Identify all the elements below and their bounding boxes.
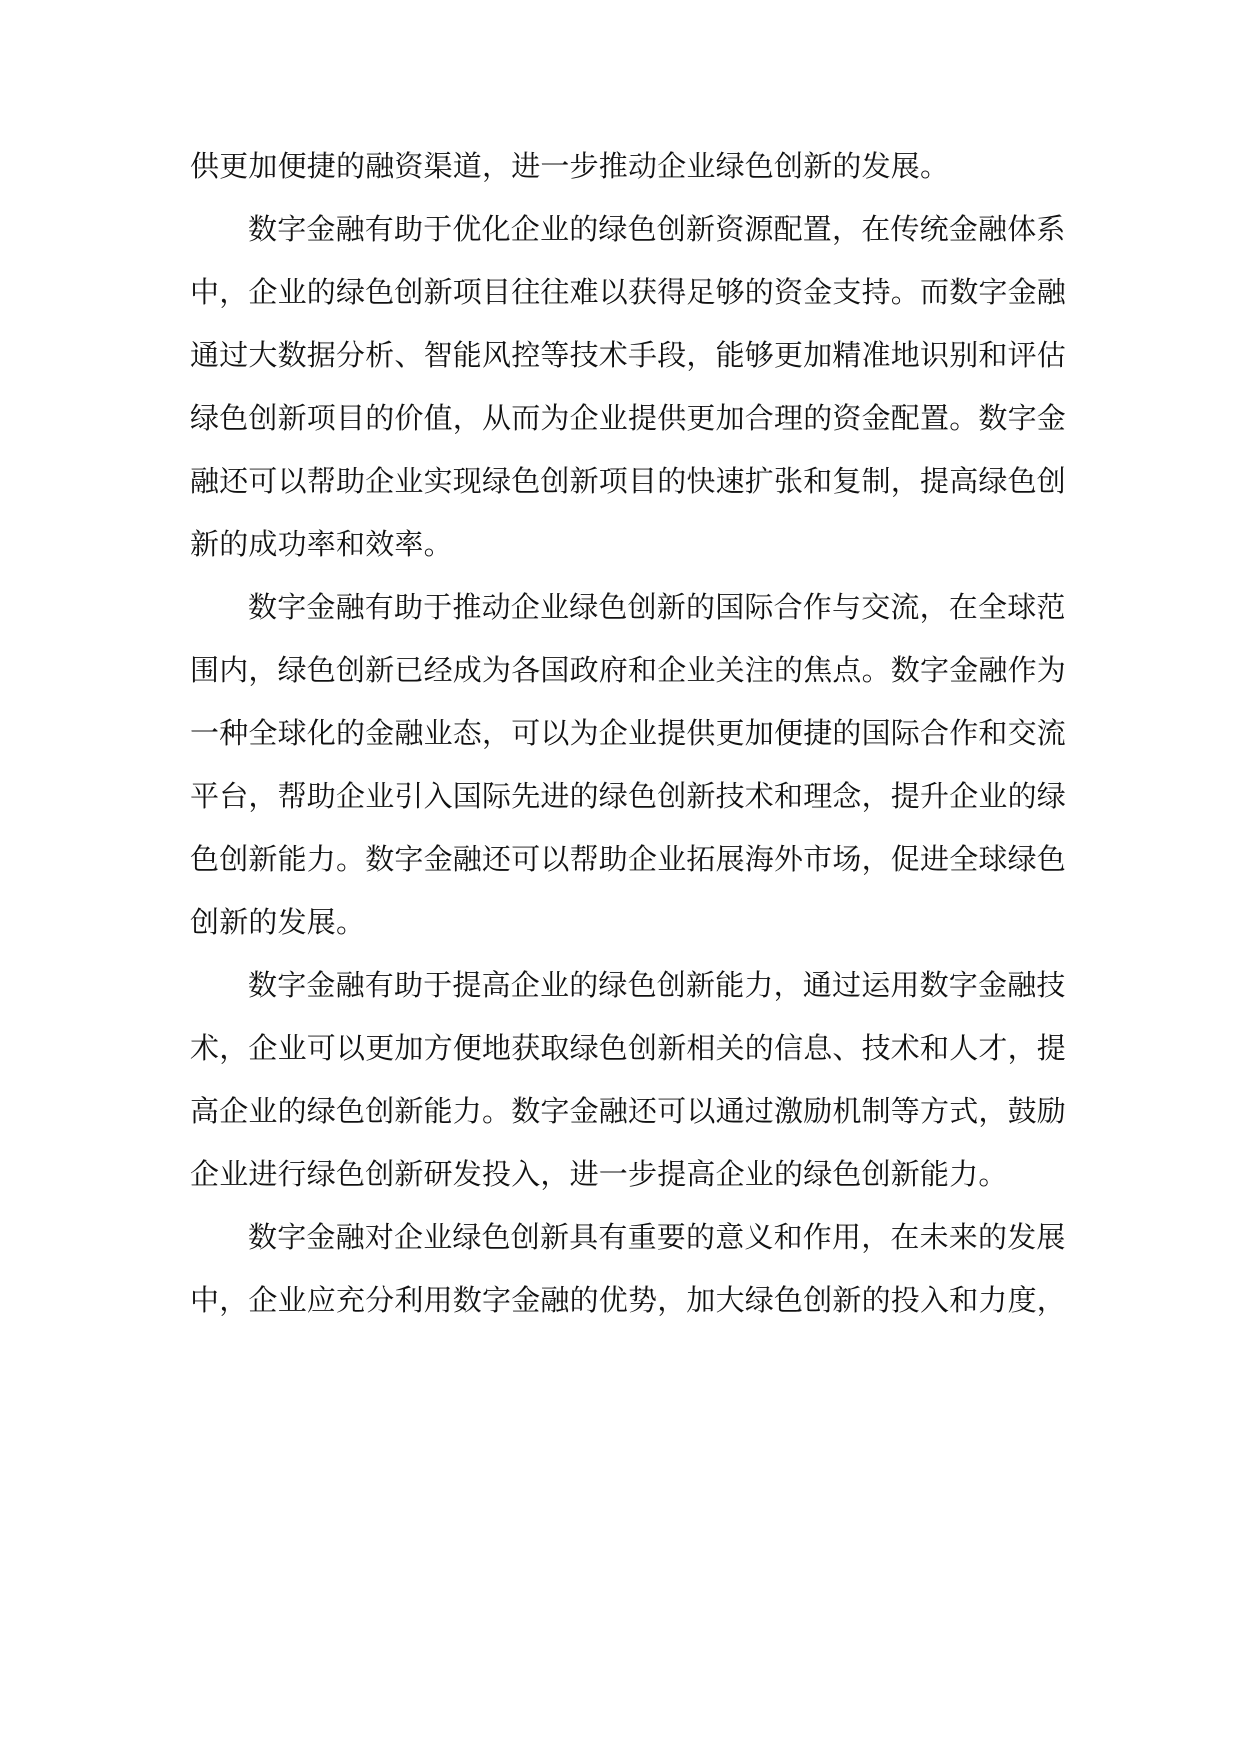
- paragraph-line: 供更加便捷的融资渠道，进一步推动企业绿色创新的发展。: [190, 149, 950, 183]
- paragraph-line: 融还可以帮助企业实现绿色创新项目的快速扩张和复制，提高绿色创: [190, 464, 1067, 498]
- paragraph-line: 平台，帮助企业引入国际先进的绿色创新技术和理念，提升企业的绿: [190, 779, 1067, 813]
- paragraph-line: 通过大数据分析、智能风控等技术手段，能够更加精准地识别和评估: [190, 338, 1067, 372]
- paragraph-line: 围内，绿色创新已经成为各国政府和企业关注的焦点。数字金融作为: [190, 653, 1067, 687]
- paragraph-line: 一种全球化的金融业态，可以为企业提供更加便捷的国际合作和交流: [190, 716, 1067, 750]
- paragraph-line: 数字金融对企业绿色创新具有重要的意义和作用，在未来的发展: [248, 1220, 1066, 1254]
- paragraph-line: 术，企业可以更加方便地获取绿色创新相关的信息、技术和人才，提: [190, 1031, 1067, 1065]
- paragraph-line: 色创新能力。数字金融还可以帮助企业拓展海外市场，促进全球绿色: [190, 842, 1067, 876]
- paragraph-line: 中，企业应充分利用数字金融的优势，加大绿色创新的投入和力度，: [190, 1283, 1067, 1317]
- paragraph-line: 新的成功率和效率。: [190, 527, 453, 561]
- paragraph-line: 中，企业的绿色创新项目往往难以获得足够的资金支持。而数字金融: [190, 275, 1067, 309]
- paragraph-line: 创新的发展。: [190, 905, 366, 939]
- paragraph-line: 高企业的绿色创新能力。数字金融还可以通过激励机制等方式，鼓励: [190, 1094, 1067, 1128]
- paragraph-line: 数字金融有助于优化企业的绿色创新资源配置，在传统金融体系: [248, 212, 1066, 246]
- paragraph-line: 数字金融有助于推动企业绿色创新的国际合作与交流，在全球范: [248, 590, 1066, 624]
- paragraph-line: 绿色创新项目的价值，从而为企业提供更加合理的资金配置。数字金: [190, 401, 1067, 435]
- paragraph-line: 企业进行绿色创新研发投入，进一步提高企业的绿色创新能力。: [190, 1157, 1008, 1191]
- paragraph-line: 数字金融有助于提高企业的绿色创新能力，通过运用数字金融技: [248, 968, 1066, 1002]
